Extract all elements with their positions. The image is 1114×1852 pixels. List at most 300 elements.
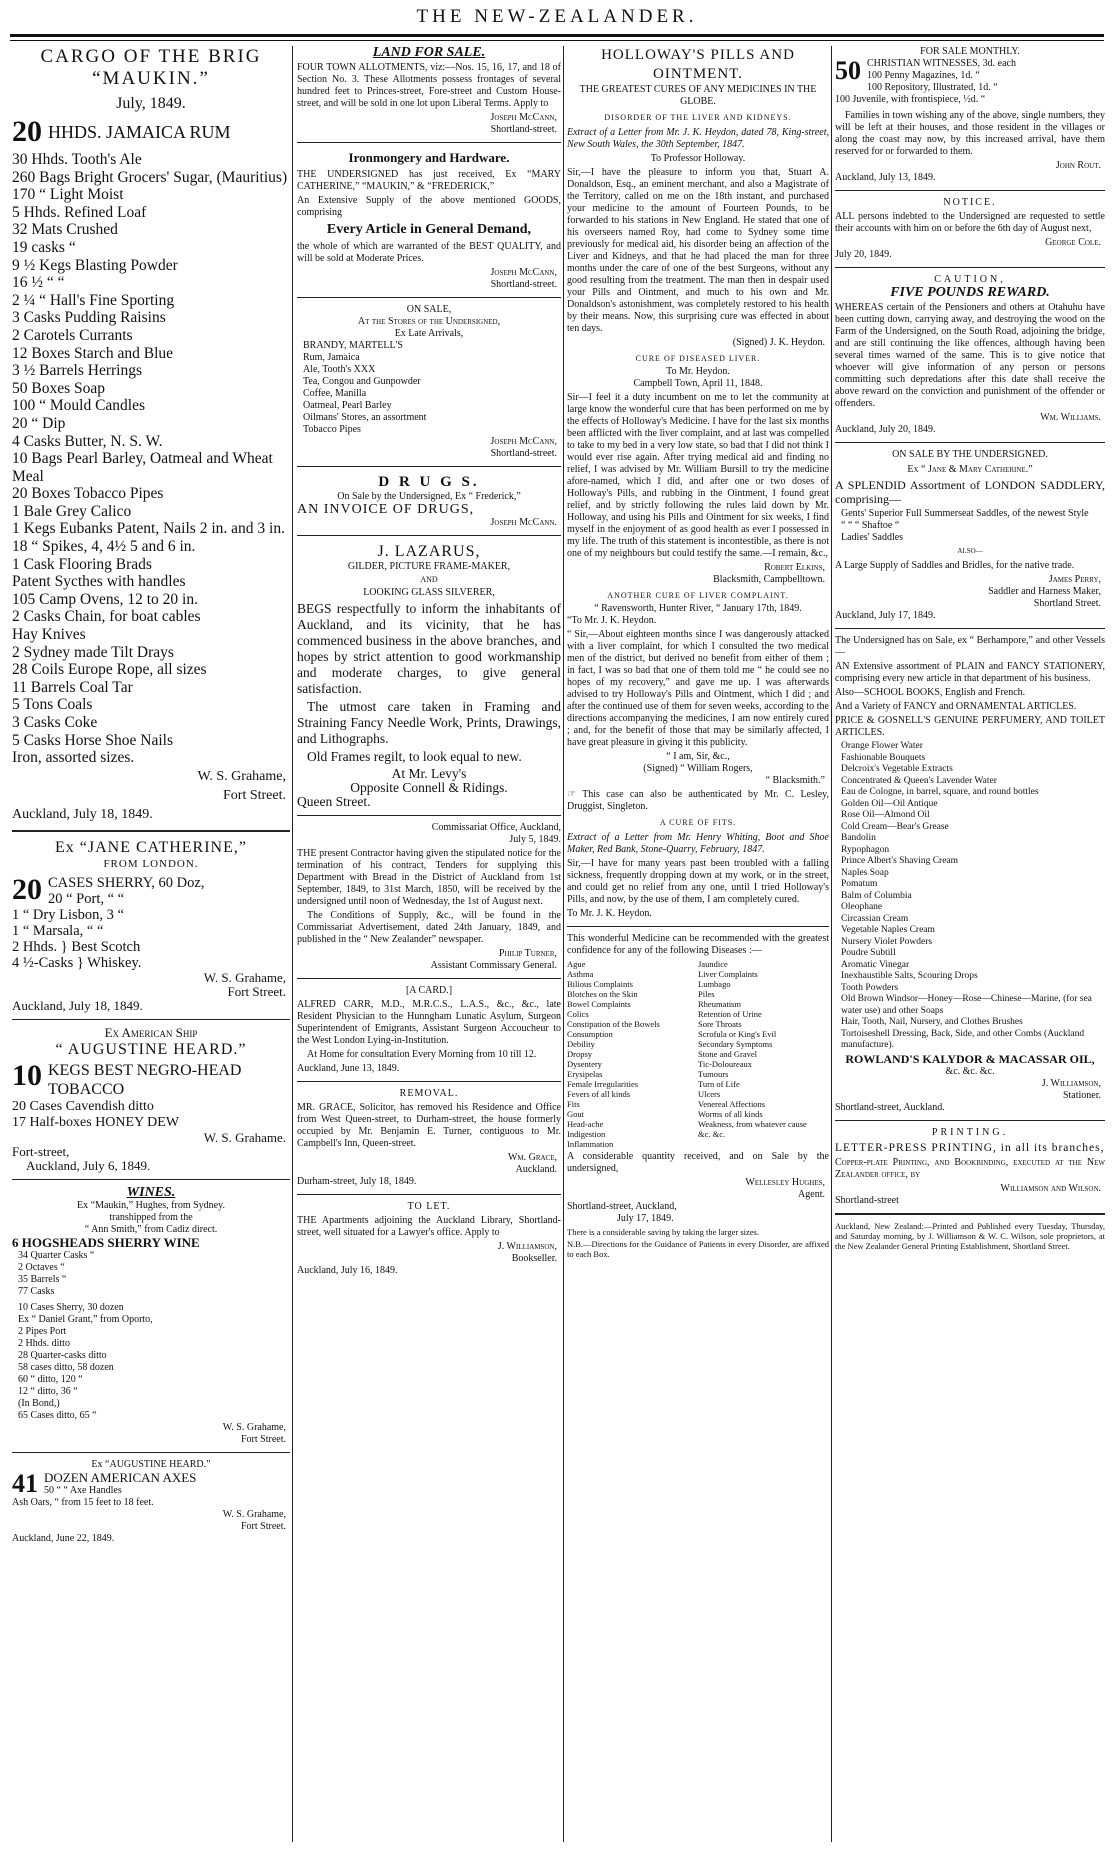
commissariat-date: July 5, 1849. (509, 834, 561, 845)
ironmongery-title: Ironmongery and Hardware. (348, 150, 510, 165)
disease-item: Constipation of the Bowels (567, 1019, 660, 1029)
cargo-signature: W. S. Grahame, (197, 768, 286, 784)
wines-item: 10 Cases Sherry, 30 dozen (18, 1301, 124, 1313)
masthead: THE NEW-ZEALANDER. (416, 6, 698, 27)
disease-item: Tic-Doloureaux (698, 1059, 752, 1069)
wines-item: 77 Casks (18, 1285, 55, 1297)
holloway-to-3: “To Mr. J. K. Heydon. (567, 615, 657, 626)
perfumery-item: Golden Oil—Oil Antique (841, 798, 938, 809)
cargo-footer: Auckland, July 18, 1849. (12, 806, 153, 822)
onsale-item: Coffee, Manilla (303, 388, 367, 399)
augustine-footer-street: Fort-street, (12, 1143, 70, 1159)
perfumery-item: Pomatum (841, 879, 878, 889)
drugs-signature: Joseph McCann. (490, 517, 557, 528)
axes-title: Ex “AUGUSTINE HEARD.” (91, 1458, 211, 1470)
disease-item: Scrofula or King's Evil (698, 1029, 777, 1039)
saddlery-item: Ladies' Saddles (841, 532, 904, 543)
holloway-body-2: Sir—I feel it a duty incumbent on me to let the community at large know the wonderful cure that has been performed on me by the effects of Holloway's Medicine. I have for the last six months been afflicted with the liver complaint, and at last was compelled to take to my bed in a very low state, so bad that I did not think I would ever rise again. After trying medical aid and finding no relief, I was advised by Mr. William Bursill to try the medicine afore-named, which I did, and after one or two doses of Holloway's Pills, and rubbing in the Ointment, I found great relief, and by strictly following the rules laid down by Mr. Holloway, and using his Pills and Ointment for six weeks, I find myself in the enjoyment of as good health as ever I possessed in my life. The truth of this statement is incontestible, as there is not one of my neighbours but could testify the same.—I remain, &c., (567, 392, 829, 559)
disease-item: Secondary Symptoms (698, 1039, 773, 1049)
cargo-item: 9 ½ Kegs Blasting Powder (12, 256, 178, 274)
removal-signature-address: Auckland. (515, 1164, 557, 1175)
jane-number: 20 (12, 874, 42, 906)
disease-item: Head-ache (567, 1119, 604, 1129)
holloway-heading-2: CURE OF DISEASED LIVER. (635, 354, 761, 363)
disease-item: Venereal Affections (698, 1099, 766, 1109)
divider (835, 442, 1105, 443)
wines-item: 34 Quarter Casks “ (18, 1249, 95, 1261)
saddlery-advert (835, 449, 1105, 622)
axes-signature-address: Fort Street. (241, 1520, 286, 1532)
cargo-date: July, 1849. (116, 95, 186, 112)
disease-item: Worms of all kinds (698, 1109, 763, 1119)
stationery-body: AN Extensive assortment of PLAIN and FANCY STATIONERY, comprising every new article in that department of his business. (835, 661, 1105, 684)
caution-footer: Auckland, July 20, 1849. (835, 424, 936, 435)
disease-item: Turn of Life (698, 1079, 740, 1089)
holloway-sale-signature: Wellesley Hughes, (745, 1177, 825, 1188)
tolet-body: THE Apartments adjoining the Auckland Library, Shortland-street, well situated for a Lawyer's office. Apply to (297, 1215, 561, 1238)
saddlery-subtitle: Ex “ Jane & Mary Catherine.” (907, 464, 1033, 475)
disease-item: Lumbago (698, 979, 731, 989)
divider (12, 1179, 290, 1180)
cargo-advert (12, 46, 290, 824)
disease-item: Asthma (567, 969, 594, 979)
monthly-body: Families in town wishing any of the above, single numbers, they will be left at their houses, and those resident in the villages or along the coast may now, by this increased arrival, have them reserved for or forwarded to them. (835, 110, 1105, 157)
stationery-body-2: Also—SCHOOL BOOKS, English and French. (835, 687, 1026, 698)
jane-item: 20 “ Port, “ “ (48, 890, 125, 907)
disease-item: Gout (567, 1109, 584, 1119)
divider (297, 297, 561, 298)
lazarus-body-2: The utmost care taken in Framing and Straining Fancy Needle Work, Prints, Drawings, and Lithographs. (297, 699, 561, 746)
cargo-lead: HHDS. JAMAICA RUM (48, 122, 231, 142)
rowland-title: ROWLAND'S KALYDOR & MACASSAR OIL, (845, 1051, 1095, 1066)
disease-item: Stone and Gravel (698, 1049, 758, 1059)
lazarus-advert (297, 542, 561, 809)
caution-subtitle: FIVE POUNDS REWARD. (890, 285, 1050, 300)
perfumery-item: Cold Cream—Bear's Grease (841, 821, 949, 832)
diseases-left-column (567, 959, 698, 1149)
holloway-to-4: To Mr. J. K. Heydon. (567, 908, 652, 919)
disease-item: Ulcers (698, 1089, 721, 1099)
cargo-signature-address: Fort Street. (223, 787, 286, 803)
holloway-signature-1: (Signed) J. K. Heydon. (732, 337, 825, 348)
perfumery-item: Circassian Cream (841, 913, 909, 924)
perfumery-item: Prince Albert's Shaving Cream (841, 856, 959, 866)
cargo-title: CARGO OF THE BRIG (40, 46, 262, 67)
cargo-item: 11 Barrels Coal Tar (12, 678, 133, 696)
ironmongery-signature-address: Shortland-street. (490, 279, 557, 290)
tolet-signature-title: Bookseller. (511, 1253, 557, 1264)
wines-intro-3: “ Ann Smith,” from Cadiz direct. (84, 1223, 218, 1235)
cargo-item: 19 casks “ (12, 238, 76, 256)
caution-advert (835, 274, 1105, 436)
cargo-item: 12 Boxes Starch and Blue (12, 344, 174, 362)
onsale-item: Oilmans' Stores, an assortment (303, 412, 427, 423)
disease-item: Erysipelas (567, 1069, 603, 1079)
card-body: ALFRED CARR, M.D., M.R.C.S., L.A.S., &c., &c., late Resident Physician to the Hunngham Lunatic Asylum, Surgeon Superintendent of Emigrants, Assistant Surgeon Accoucheur to the West London Lying-in-Institution. (297, 999, 561, 1046)
saddlery-also: ALSO— (957, 547, 983, 555)
cargo-item: 4 Casks Butter, N. S. W. (12, 432, 163, 450)
disease-item: Bowel Complaints (567, 999, 631, 1009)
lazarus-address-2: Opposite Connell & Ridings. (350, 780, 508, 795)
cargo-item: 32 Mats Crushed (12, 221, 118, 239)
cargo-number: 20 (12, 117, 42, 147)
divider (567, 926, 829, 927)
jane-signature-address: Fort Street. (227, 983, 286, 999)
drugs-subtitle: On Sale by the Undersigned, Ex “ Frederick,” (337, 491, 521, 502)
perfumery-item: Tortoiseshell Dressing, Back, Side, and other Combs (Auckland manufacture). (841, 1028, 1085, 1050)
notice-advert (835, 197, 1105, 261)
divider (297, 142, 561, 143)
wines-item: 12 “ ditto, 36 “ (18, 1385, 78, 1397)
wines-title: WINES. (126, 1184, 176, 1200)
jane-item: 2 Hhds. } Best Scotch (12, 938, 141, 955)
disease-item: Fevers of all kinds (567, 1089, 631, 1099)
augustine-lead: KEGS BEST NEGRO-HEAD TOBACCO (48, 1061, 242, 1098)
holloway-sale-signature-title: Agent. (798, 1189, 825, 1200)
augustine-signature: W. S. Grahame. (203, 1129, 286, 1145)
disease-item: Sore Throats (698, 1019, 742, 1029)
divider (835, 1120, 1105, 1121)
disease-item: Consumption (567, 1029, 613, 1039)
augustine-footer-date: Auckland, July 6, 1849. (26, 1157, 151, 1173)
wines-item: 2 Octaves “ (18, 1261, 65, 1273)
jane-subtitle: FROM LONDON. (103, 857, 199, 870)
axes-item-list (12, 1485, 290, 1509)
axes-number: 41 (12, 1470, 38, 1498)
onsale-item: Tea, Congou and Gunpowder (303, 376, 421, 387)
holloway-note-1: There is a considerable saving by taking the larger sizes. (567, 1227, 759, 1237)
cargo-item: 3 Casks Coke (12, 714, 98, 731)
tolet-advert (297, 1201, 561, 1277)
disease-item: Dropsy (567, 1049, 593, 1059)
disease-item: Indigestion (567, 1129, 606, 1139)
stationery-advert (835, 635, 1105, 1114)
cargo-item: 50 Boxes Soap (12, 379, 105, 397)
divider (297, 978, 561, 979)
augustine-item: 20 Cases Cavendish ditto (12, 1098, 154, 1114)
cargo-item: 28 Coils Europe Rope, all sizes (12, 661, 207, 679)
augustine-title: Ex American Ship (104, 1024, 198, 1040)
perfumery-item: Vegetable Naples Cream (841, 925, 935, 935)
saddlery-footer: Auckland, July 17, 1849. (835, 610, 936, 621)
disease-item: Dysentery (567, 1059, 602, 1069)
printing-body: LETTER-PRESS PRINTING, in all its branches, (835, 1141, 1105, 1154)
monthly-item: 100 Penny Magazines, 1d. “ (867, 70, 980, 81)
perfumery-item: Bandolin (841, 833, 876, 843)
column-4 (835, 46, 1105, 1842)
caution-body: WHEREAS certain of the Pensioners and others at Otahuhu have been cutting down, carrying away, and destroying the wood on the Farm of the Undersigned, on the South Road, adjoining the bridge, and are still continuing the like offences, although having been several times warned of the same. This is to give notice that whoever will give information of any person or persons committing such depredations after this date shall receive the above reward on the conviction and punishment of the offender or offenders. (835, 302, 1105, 409)
perfumery-item: Tooth Powders (841, 982, 899, 993)
cargo-item: 18 “ Spikes, 4, 4½ 5 and 6 in. (12, 538, 196, 556)
divider (297, 466, 561, 467)
divider (835, 190, 1105, 191)
commissariat-body-2: The Conditions of Supply, &c., will be found in the Commissariat Advertisement, dated 24th January, 1849, and published in the “ New Zealander” newspaper. (297, 910, 561, 945)
tolet-footer: Auckland, July 16, 1849. (297, 1265, 398, 1276)
perfumery-item: Eau de Cologne, in barrel, square, and round bottles (841, 787, 1039, 797)
divider (12, 1019, 290, 1020)
wines-lead: 6 HOGSHEADS SHERRY WINE (12, 1234, 200, 1250)
holloway-extract-4: Extract of a Letter from Mr. Henry Whiting, Boot and Shoe Maker, Red Bank, Stone-Quarry, February, 1847. (567, 832, 829, 855)
jane-title: Ex “JANE CATHERINE,” (55, 838, 247, 856)
augustine-name: “ AUGUSTINE HEARD.” (55, 1040, 247, 1058)
caution-title: CAUTION, (934, 274, 1006, 285)
onsale-title: ON SALE, (406, 304, 452, 315)
wines-advert (12, 1186, 290, 1446)
ironmongery-body-3: the whole of which are warranted of the BEST QUALITY, and will be sold at Moderate Prices. (297, 241, 561, 264)
cargo-item: 1 Bale Grey Calico (12, 502, 132, 520)
jane-catherine-advert (12, 838, 290, 1013)
saddlery-body: A SPLENDID Assortment of LONDON SADDLERY, comprising— (835, 478, 1105, 506)
cargo-item: Patent Sycthes with handles (12, 573, 186, 591)
land-title: LAND FOR SALE. (372, 46, 486, 60)
perfumery-item: Fashionable Bouquets (841, 752, 926, 763)
wines-signature-address: Fort Street. (241, 1433, 286, 1445)
onsale-signature: Joseph McCann, (490, 436, 557, 447)
rowland-etc: &c. &c. &c. (945, 1065, 995, 1077)
wines-item-list (12, 1250, 290, 1298)
jane-signature: W. S. Grahame, (203, 969, 286, 985)
jane-item: CASES SHERRY, 60 Doz, (48, 874, 205, 891)
saddlery-item: Gents' Superior Full Summerseat Saddles, of the newest Style (841, 508, 1089, 519)
commissariat-head: Commissariat Office, Auckland, (431, 822, 561, 833)
onsale-item: Tobacco Pipes (303, 424, 361, 435)
disease-item: Fits (567, 1099, 580, 1109)
jane-footer: Auckland, July 18, 1849. (12, 997, 143, 1013)
saddlery-item-list (835, 508, 1105, 544)
removal-advert (297, 1088, 561, 1188)
wines-item: 2 Pipes Port (18, 1325, 67, 1337)
disease-item: Bilious Complaints (567, 979, 633, 989)
divider (12, 1452, 290, 1453)
printing-advert (835, 1127, 1105, 1207)
wines-item: 35 Barrels “ (18, 1273, 67, 1285)
cargo-item: 10 Bags Pearl Barley, Oatmeal and Wheat Meal (12, 450, 273, 485)
cargo-item: Hay Knives (12, 626, 86, 644)
axes-footer: Auckland, June 22, 1849. (12, 1532, 115, 1544)
cargo-item: 20 Boxes Tobacco Pipes (12, 485, 164, 503)
lazarus-body: BEGS respectfully to inform the inhabitants of Auckland, and its vicinity, that he has commenced business in the above branches, and hopes by strict attention to good workmanship and moderate charges, to give general satisfaction. (297, 601, 561, 696)
notice-title: NOTICE. (943, 197, 997, 208)
monthly-title: FOR SALE MONTHLY. (920, 46, 1020, 57)
saddlery-item: “ “ “ Shaftoe “ (841, 520, 900, 531)
jane-item: 1 “ Dry Lisbon, 3 “ (12, 906, 124, 923)
divider (297, 1081, 561, 1082)
imprint: Auckland, New Zealand:—Printed and Published every Tuesday, Thursday, and Saturday morning, by J. Williamson & W. C. Wilson, sole proprietors, at the New Zealander General Printing Establishment, Shortland Street. (835, 1220, 1105, 1251)
holloway-heading-3: ANOTHER CURE OF LIVER COMPLAINT. (607, 591, 789, 600)
column-2 (297, 46, 561, 1842)
notice-body: ALL persons indebted to the Undersigned are requested to settle their accounts with him on or before the 6th day of August next, (835, 211, 1105, 234)
cargo-item: 2 Sydney made Tilt Drays (12, 643, 174, 661)
holloway-to-2: To Mr. Heydon. (666, 366, 730, 377)
cargo-item: Iron, assorted sizes. (12, 749, 135, 767)
saddlery-title: ON SALE BY THE UNDERSIGNED. (892, 449, 1048, 460)
ironmongery-advert (297, 149, 561, 291)
lazarus-address-1: At Mr. Levy's (391, 766, 467, 781)
ironmongery-body: THE UNDERSIGNED has just received, Ex “MARY CATHERINE,” “MAUKIN,” & “FREDERICK,” (297, 169, 561, 192)
cargo-item: 1 Kegs Eubanks Patent, Nails 2 in. and 3 in. (12, 520, 285, 538)
perfumery-item: Poudre Subtill (841, 948, 896, 958)
holloway-note-3-text: This case can also be authenticated by Mr. C. Lesley, Druggist, Singleton. (567, 789, 829, 812)
axes-item: Ash Oars, “ from 15 feet to 18 feet. (12, 1496, 154, 1508)
wines-signature: W. S. Grahame, (222, 1421, 286, 1433)
onsale-item: Ale, Tooth's XXX (303, 364, 376, 375)
wines-item: 28 Quarter-casks ditto (18, 1349, 107, 1361)
cargo-item: 5 Hhds. Refined Loaf (12, 203, 147, 221)
column-divider (563, 46, 564, 1842)
masthead-rule (10, 34, 1104, 37)
perfumery-item: Aromatic Vinegar (841, 959, 910, 970)
divider (297, 815, 561, 816)
disease-item: Rheumatism (698, 999, 741, 1009)
lazarus-and: AND (420, 575, 438, 584)
holloway-note-3 (567, 789, 829, 813)
onsale-advert (297, 304, 561, 460)
perfumery-item: Naples Soap (841, 867, 889, 878)
jane-item: 1 “ Marsala, “ “ (12, 922, 104, 939)
perfumery-item: Rose Oil—Almond Oil (841, 810, 930, 820)
disease-item: Blotches on the Skin (567, 989, 638, 999)
holloway-sale: A considerable quantity received, and on Sale by the undersigned, (567, 1151, 829, 1174)
perfumery-item: Nursery Violet Powders (841, 936, 933, 947)
divider (297, 1194, 561, 1195)
column-divider (831, 46, 832, 1842)
printing-footer: Shortland-street (835, 1194, 899, 1206)
cargo-ship: “MAUKIN.” (92, 68, 210, 89)
cargo-item: 5 Casks Horse Shoe Nails (12, 731, 174, 749)
lazarus-subtitle: GILDER, PICTURE FRAME-MAKER, (347, 561, 511, 572)
monthly-footer: Auckland, July 13, 1849. (835, 172, 936, 183)
notice-signature: George Cole. (1045, 237, 1101, 248)
stationery-body-4: PRICE & GOSNELL'S GENUINE PERFUMERY, AND TOILET ARTICLES. (835, 715, 1105, 738)
wines-item: 65 Cases ditto, 65 “ (18, 1409, 97, 1421)
holloway-signature-3b: “ Blacksmith.” (765, 775, 825, 786)
printing-title: PRINTING. (931, 1126, 1009, 1138)
commissariat-body: THE present Contractor having given the stipulated notice for the termination of his contract, Tenders for supplying this Department with Bread in the District of Auckland from 1st September, 1849, to 31st March, 1850, will be received by the undersigned until noon of Wednesday, the 1st of August next. (297, 848, 561, 907)
card-label: [A CARD.] (405, 985, 453, 996)
holloway-sale-footer: Shortland-street, Auckland, (567, 1201, 677, 1212)
jane-item-list (12, 875, 290, 971)
divider (835, 1213, 1105, 1215)
disease-item: Inflammation (567, 1139, 614, 1149)
disease-item: Colics (567, 1009, 589, 1019)
cargo-item: 105 Camp Ovens, 12 to 20 in. (12, 590, 198, 608)
cargo-item-list (12, 151, 290, 767)
onsale-item: BRANDY, MARTELL'S (303, 340, 403, 351)
pointing-hand-icon: ☞ (567, 789, 583, 800)
perfumery-item: Old Brown Windsor—Honey—Rose—Chinese—Marine, (for sea water use) and other Soaps (841, 994, 1092, 1016)
saddlery-body-2: A Large Supply of Saddles and Bridles, for the native trade. (835, 560, 1075, 571)
perfumery-item: Orange Flower Water (841, 741, 923, 751)
holloway-close-3: “ I am, Sir, &c., (666, 751, 730, 762)
monthly-advert (835, 46, 1105, 184)
monthly-item-list (835, 58, 1105, 106)
lazarus-body-3: Old Frames regilt, to look equal to new. (307, 749, 522, 764)
cargo-item: 3 Casks Pudding Raisins (12, 309, 166, 327)
diseases-table (567, 959, 829, 1149)
disease-item: Piles (698, 989, 715, 999)
removal-body: MR. GRACE, Solicitor, has removed his Residence and Office from West Queen-street, to Durham-street, the house formerly occupied by Mr. Benjamin E. Turner, contiguous to Mr. Campbell's Inn, Queen-street. (297, 1102, 561, 1149)
axes-item: 50 “ “ Axe Handles (44, 1484, 122, 1496)
wines-item: (In Bond,) (18, 1397, 60, 1409)
disease-item: &c. &c. (698, 1129, 726, 1139)
cargo-item: 30 Hhds. Tooth's Ale (12, 151, 142, 168)
lazarus-subtitle-2: LOOKING GLASS SILVERER, (363, 587, 495, 598)
rowland-signature-title: Stationer. (1062, 1089, 1101, 1101)
holloway-heading-1: DISORDER OF THE LIVER AND KIDNEYS. (604, 113, 792, 122)
divider (835, 267, 1105, 268)
removal-title: REMOVAL. (399, 1088, 459, 1099)
commissariat-advert (297, 822, 561, 972)
drugs-title: D R U G S. (378, 474, 480, 490)
cargo-item: 20 “ Dip (12, 414, 66, 432)
monthly-number: 50 (835, 58, 861, 85)
diseases-right-column (698, 959, 829, 1149)
holloway-body-3: “ Sir,—About eighteen months since I was dangerously attacked with a liver complaint, for which I consulted the two medical men of the district, but derived no benefit from either of them ; in fact, I was so bad that one of them told me “ he could see no hopes of my recovery,” and gave me up. I was afterwards advised to try Holloway's Pills and Ointment, which I did ; and after the continued use of them for seven weeks, according to the directions accompanying the medicines, I am now entirely cured ; and, for the benefit of those that may be similarly affected, I have great pleasure in giving it this publicity. (567, 629, 829, 748)
holloway-advert (567, 46, 829, 1259)
saddlery-signature-title: Saddler and Harness Maker, (988, 586, 1101, 597)
disease-item: Jaundice (698, 959, 728, 969)
masthead-rule-thin (10, 40, 1104, 41)
card-footer: Auckland, June 13, 1849. (297, 1063, 400, 1074)
column-3 (567, 46, 829, 1842)
perfumery-item: Delcroix's Vegetable Extracts (841, 764, 953, 774)
ironmongery-signature: Joseph McCann, (490, 267, 557, 278)
holloway-recommend: This wonderful Medicine can be recommended with the greatest confidence for any of the following Diseases :— (567, 933, 829, 956)
caution-signature: Wm. Williams. (1040, 412, 1101, 423)
monthly-item: 100 Repository, Illustrated, 1d. “ (867, 82, 998, 93)
holloway-to-1: To Professor Holloway. (650, 153, 746, 164)
commissariat-signature: Philip Turner, (498, 948, 557, 959)
monthly-item: CHRISTIAN WITNESSES, 3d. each (867, 58, 1016, 69)
land-signature-address: Shortland-street. (490, 124, 557, 135)
notice-footer: July 20, 1849. (835, 249, 892, 260)
land-advert (297, 46, 561, 136)
rowland-footer: Shortland-street, Auckland. (835, 1101, 945, 1113)
lazarus-title: J. LAZARUS, (377, 543, 481, 560)
disease-item: Retention of Urine (698, 1009, 762, 1019)
land-signature: Joseph McCann, (490, 112, 557, 123)
commissariat-signature-title: Assistant Commissary General. (430, 960, 557, 971)
drugs-advert (297, 473, 561, 529)
holloway-date-3: “ Ravensworth, Hunter River, “ January 17th, 1849. (594, 603, 802, 614)
perfumery-item: Rypophagon (841, 844, 890, 855)
wines-item-list-2 (12, 1302, 290, 1422)
divider (835, 628, 1105, 629)
cargo-item: 16 ½ “ “ (12, 274, 65, 292)
tolet-title: TO LET. (407, 1201, 451, 1212)
augustine-item-list (12, 1099, 290, 1131)
wines-intro-2: transhipped from the (109, 1211, 193, 1223)
printing-signature: Williamson and Wilson. (1000, 1182, 1101, 1194)
holloway-signature-2: Robert Elkins, (764, 562, 825, 573)
perfumery-item: Balm of Columbia (841, 890, 912, 901)
column-1 (12, 46, 290, 1842)
holloway-extract-1: Extract of a Letter from Mr. J. K. Heydon, dated 78, King-street, New South Wales, the 30th September, 1847. (567, 127, 829, 150)
drugs-body: AN INVOICE OF DRUGS, (297, 502, 475, 517)
axes-advert (12, 1459, 290, 1545)
holloway-body-1: Sir,—I have the pleasure to inform you that, Stuart A. Donaldson, Esq., an eminent merchant, and also a Magistrate of the Territory, called on me on the 18th instant, and purchased your medicine to the amount of Fourteen Pounds, to be forwarded to his stations in New England. He stated that one of his overseers named Roy, had come to Sydney some time previously for medical aid, his disorder being an affection of the Liver and Kidneys, and that he had placed the man for three months under the care of one of the best Surgeons, without any good resulting from the treatment. The man then in despair used your Pills and Ointment, and much to his own and Mr. Donaldson's astonishment, was completely restored to his health by their means. Now, this surprising cure was effected in about ten days. (567, 167, 829, 334)
disease-item: Female Irregularities (567, 1079, 639, 1089)
divider (297, 535, 561, 536)
lazarus-address-3: Queen Street. (297, 794, 371, 809)
disease-item: Liver Complaints (698, 969, 758, 979)
wines-intro-1: Ex “Maukin,” Hughes, from Sydney. (77, 1199, 225, 1211)
jane-item: 4 ½-Casks } Whiskey. (12, 954, 142, 971)
onsale-item: Rum, Jamaica (303, 352, 360, 363)
saddlery-signature-address: Shortland Street. (1033, 598, 1101, 609)
onsale-signature-address: Shortland-street. (490, 448, 557, 459)
ironmongery-subtitle: Every Article in General Demand, (326, 222, 532, 237)
